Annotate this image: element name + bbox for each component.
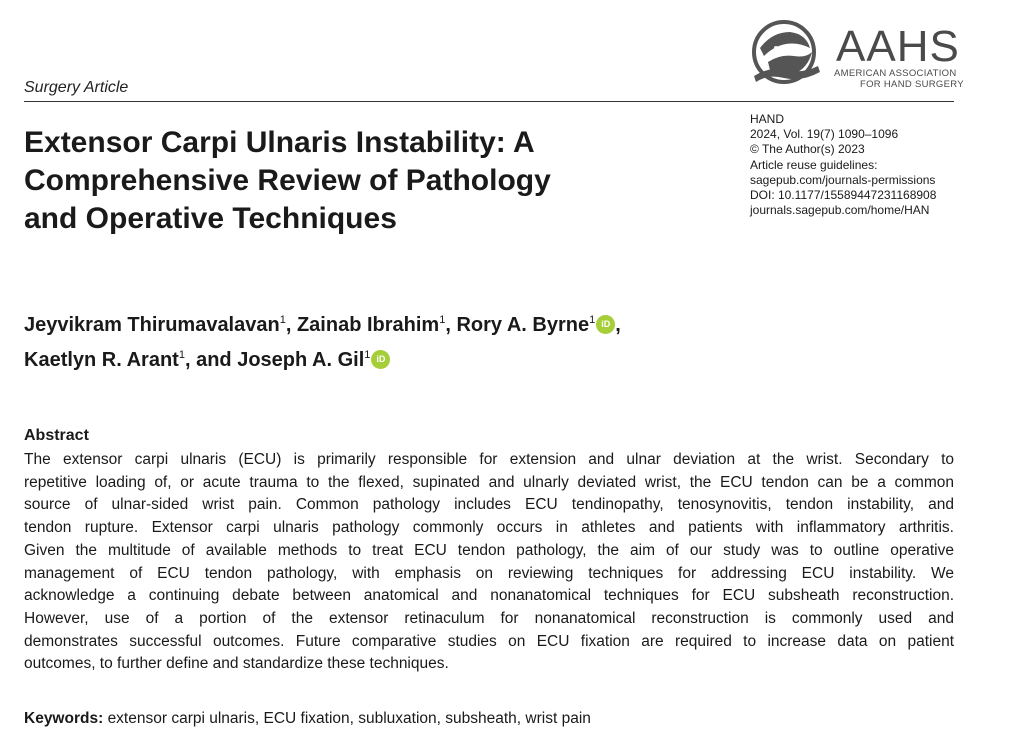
author-line: [24, 305, 621, 340]
logo-subtitle-1: AMERICAN ASSOCIATION: [834, 68, 957, 79]
copyright: © The Author(s) 2023: [750, 142, 865, 157]
orcid-icon[interactable]: iD: [371, 350, 390, 369]
title-line: Extensor Carpi Ulnaris Instability: A: [24, 126, 535, 159]
affiliation-mark: 1: [589, 314, 596, 326]
author-separator: ,: [285, 314, 297, 336]
aahs-globe-hand-icon: [750, 18, 822, 88]
author-name: Zainab Ibrahim: [296, 314, 440, 336]
keywords-text: extensor carpi ulnaris, ECU fixation, subluxation, subsheath, wrist pain: [107, 710, 591, 727]
author-name: Kaetlyn R. Arant: [24, 349, 179, 371]
abstract-heading: Abstract: [24, 427, 89, 444]
article-title: [24, 124, 724, 238]
affiliation-mark: 1: [439, 314, 446, 326]
author-separator: ,: [615, 314, 621, 336]
title-line: Comprehensive Review of Pathology: [24, 164, 551, 197]
logo-subtitle-2: FOR HAND SURGERY: [860, 79, 964, 90]
abstract-line: outcomes, to further define and standardize these techniques.: [24, 655, 449, 673]
title-line: and Operative Techniques: [24, 202, 397, 235]
journal-name: HAND: [750, 112, 785, 126]
aahs-logo: [750, 18, 964, 90]
author-separator: ,: [445, 314, 457, 336]
header-rule: [24, 101, 954, 102]
affiliation-mark: 1: [178, 349, 185, 361]
abstract-body: [24, 449, 954, 676]
reuse-link[interactable]: sagepub.com/journals-permissions: [750, 172, 936, 187]
journal-home-link[interactable]: journals.sagepub.com/home/HAN: [750, 203, 930, 218]
abstract-line: repetitive loading of, or acute trauma to the flexed, supinated and ulnarly deviated wrist, the ECU tendon can be a common: [24, 473, 954, 491]
affiliation-mark: 1: [364, 349, 371, 361]
reuse-label: Article reuse guidelines:: [750, 157, 878, 172]
journal-volume: 2024, Vol. 19(7) 1090–1096: [750, 127, 899, 142]
author-name: Jeyvikram Thirumavalavan: [24, 314, 280, 336]
abstract-line: However, use of a portion of the extensor retinaculum for nonanatomical reconstruction is commonly used and: [24, 609, 954, 627]
author-name: Rory A. Byrne: [456, 314, 590, 336]
abstract-line: management of ECU tendon pathology, with emphasis on reviewing techniques for addressing ECU instability. We: [24, 564, 954, 582]
keywords-label: Keywords:: [24, 710, 104, 727]
journal-info: [750, 112, 936, 218]
author-separator: , and: [184, 349, 238, 371]
abstract-line: source of ulnar-sided wrist pain. Common pathology includes ECU tendinopathy, tenosynovitis, tendon instability, and: [24, 496, 954, 514]
article-type-label: Surgery Article: [24, 79, 129, 96]
author-name: Joseph A. Gil: [237, 349, 365, 371]
abstract-line: Given the multitude of available methods to treat ECU tendon pathology, the aim of our study was to outline operative: [24, 541, 954, 559]
author-list: [24, 305, 621, 375]
abstract-line: acknowledge a continuing debate between anatomical and nonanatomical techniques for ECU subsheath reconstruction.: [24, 587, 954, 605]
keywords: [24, 710, 591, 728]
abstract-line: tendon rupture. Extensor carpi ulnaris pathology commonly occurs in athletes and patients with inflammatory arthritis.: [24, 519, 954, 537]
logo-acronym: AAHS: [836, 22, 960, 71]
abstract-line: The extensor carpi ulnaris (ECU) is primarily responsible for extension and ulnar deviation at the wrist. Secondary to: [24, 451, 954, 468]
abstract-line: demonstrates successful outcomes. Future comparative studies on ECU fixation are required to increase data on patient: [24, 632, 954, 650]
orcid-icon[interactable]: iD: [596, 315, 615, 334]
author-line: [24, 340, 621, 375]
affiliation-mark: 1: [279, 314, 286, 326]
doi[interactable]: DOI: 10.1177/15589447231168908: [750, 188, 937, 203]
